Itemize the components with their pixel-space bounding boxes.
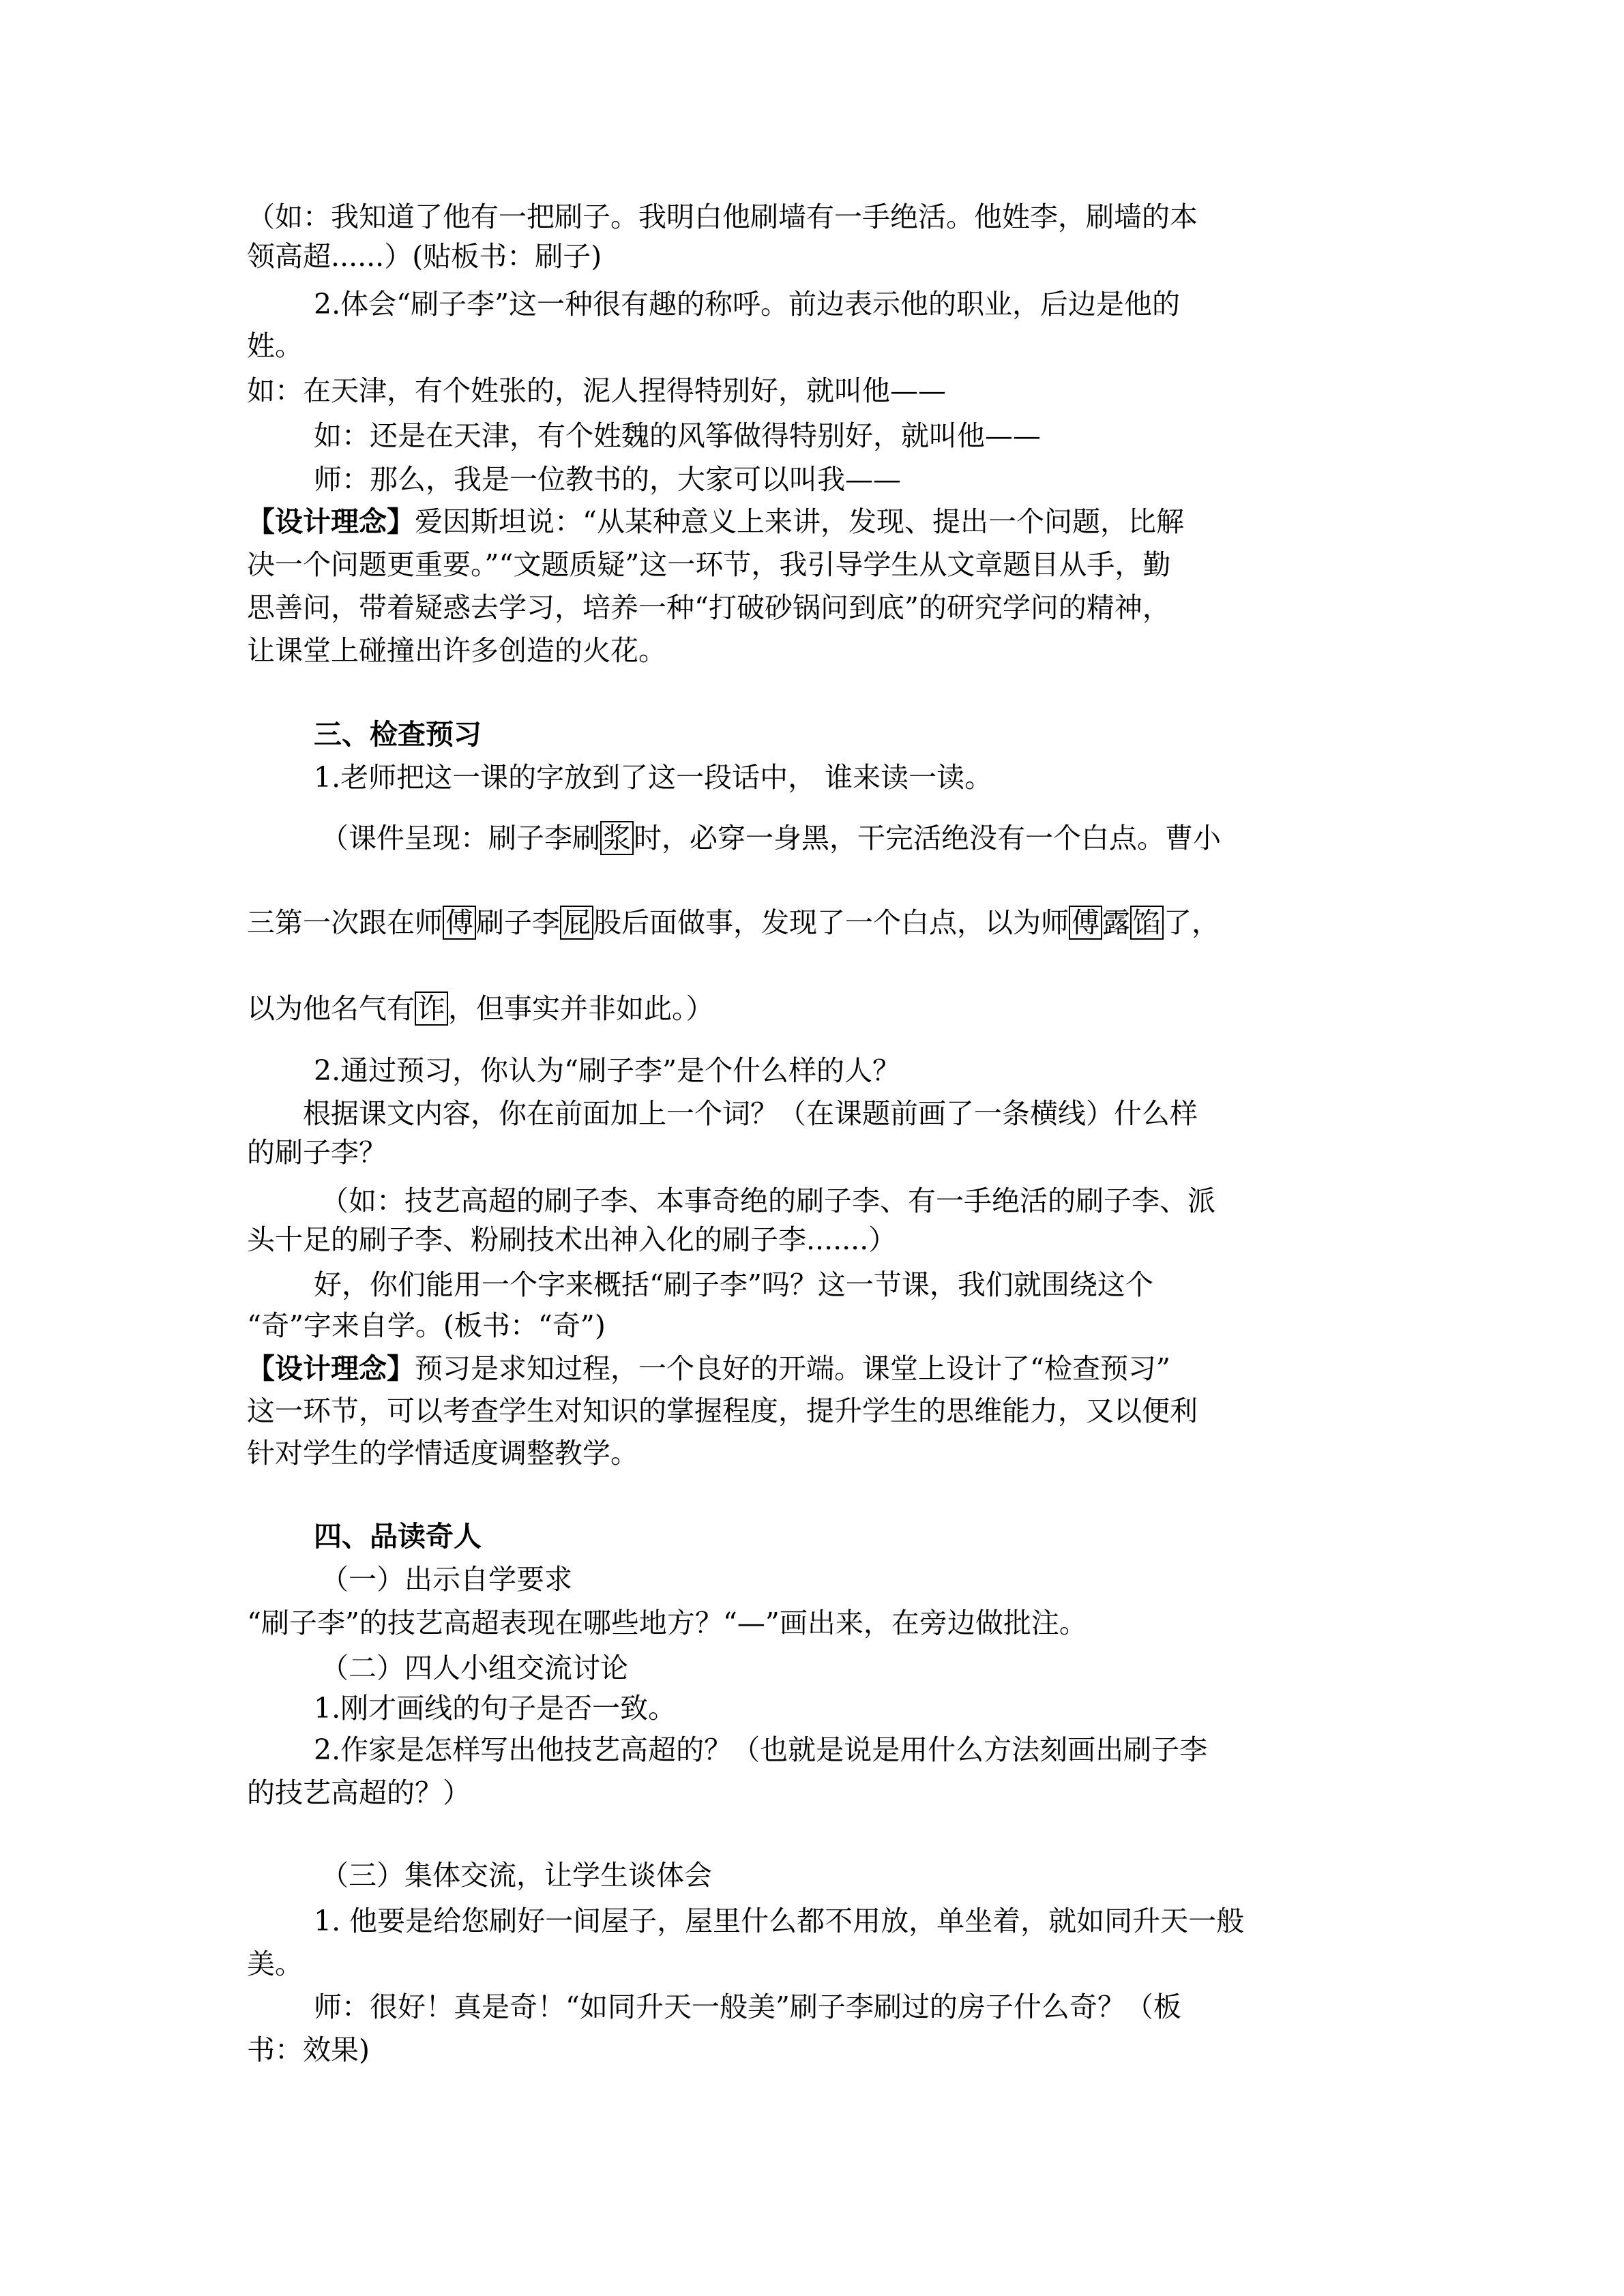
text-span: （课件呈现：刷子李刷 [321, 822, 600, 854]
text-span: 刷子李 [476, 906, 560, 939]
text-line: 的刷子李？ [247, 1136, 387, 1169]
boxed-character: 傅 [1069, 906, 1102, 940]
text-span: 露 [1102, 906, 1130, 939]
text-line: “奇”字来自学。(板书：“奇”) [247, 1309, 606, 1342]
text-line: 根据课文内容，你在前面加上一个词？（在课题前画了一条横线）什么样 [303, 1097, 1198, 1130]
text-line: 1.老师把这一课的字放到了这一段话中， 谁来读一读。 [314, 761, 993, 794]
boxed-character: 浆 [600, 821, 634, 855]
text-span: 股后面做事，发现了一个白点，以为师 [593, 906, 1069, 939]
text-line: （如：技艺高超的刷子李、本事奇绝的刷子李、有一手绝活的刷子李、派 [321, 1184, 1215, 1217]
text-line: 让课堂上碰撞出许多创造的火花。 [247, 634, 666, 667]
text-line: 书：效果) [247, 2033, 370, 2066]
text-line: 针对学生的学情适度调整教学。 [247, 1437, 638, 1470]
text-line: 领高超......）(贴板书：刷子) [247, 240, 602, 273]
section-heading-3: 三、检查预习 [314, 718, 482, 751]
text-line: 1.刚才画线的句子是否一致。 [314, 1692, 677, 1725]
boxed-character: 屁 [560, 906, 593, 940]
text-span: 了， [1164, 906, 1220, 939]
courseware-line-1 [321, 820, 1221, 856]
text-span: 三第一次跟在师 [247, 906, 443, 939]
text-line: 2.通过预习，你认为“刷子李”是个什么样的人？ [314, 1054, 901, 1087]
text-line: 思善问，带着疑惑去学习，培养一种“打破砂锅问到底”的研究学问的精神， [247, 591, 1170, 624]
text-line: （二）四人小组交流讨论 [321, 1652, 628, 1684]
design-concept-label: 【设计理念】 [247, 505, 415, 538]
text-line: 2.作家是怎样写出他技艺高超的？（也就是说是用什么方法刻画出刷子李 [314, 1733, 1208, 1766]
boxed-character: 傅 [443, 906, 476, 940]
text-line: 决一个问题更重要。”“文题质疑”这一环节，我引导学生从文章题目从手，勤 [247, 548, 1171, 581]
text-line: 1. 他要是给您刷好一间屋子，屋里什么都不用放，单坐着，就如同升天一般 [314, 1905, 1245, 1937]
design-concept-paragraph-1 [247, 504, 1184, 539]
text-line: （如：我知道了他有一把刷子。我明白他刷墙有一手绝活。他姓李，刷墙的本 [247, 200, 1198, 233]
text-line: “刷子李”的技艺高超表现在哪些地方？“—”画出来，在旁边做批注。 [247, 1607, 1087, 1639]
text-span: 以为他名气有 [247, 992, 415, 1025]
text-line: 的技艺高超的？） [247, 1776, 471, 1809]
text-line: 头十足的刷子李、粉刷技术出神入化的刷子李.......） [247, 1223, 897, 1256]
courseware-line-2 [247, 905, 1220, 940]
text-line: 好，你们能用一个字来概括“刷子李”吗？这一节课，我们就围绕这个 [314, 1268, 1153, 1301]
text-span: ，但事实并非如此。） [448, 992, 714, 1025]
text-line: 美。 [247, 1948, 303, 1980]
text-line: （一）出示自学要求 [321, 1563, 572, 1596]
text-line: 师：那么，我是一位教书的，大家可以叫我—— [314, 463, 901, 496]
text-line: 如：在天津，有个姓张的，泥人捏得特别好，就叫他—— [247, 374, 946, 407]
design-concept-label: 【设计理念】 [247, 1352, 415, 1385]
text-line: 这一环节，可以考查学生对知识的掌握程度，提升学生的思维能力，又以便利 [247, 1395, 1198, 1427]
boxed-character: 诈 [415, 992, 448, 1026]
text-span: 预习是求知过程，一个良好的开端。课堂上设计了“检查预习” [415, 1352, 1170, 1385]
courseware-line-3 [247, 991, 714, 1026]
text-line: 2.体会“刷子李”这一种很有趣的称呼。前边表示他的职业，后边是他的 [314, 288, 1181, 320]
text-span: 爱因斯坦说：“从某种意义上来讲，发现、提出一个问题，比解 [415, 505, 1184, 538]
text-line: 如：还是在天津，有个姓魏的风筝做得特别好，就叫他—— [314, 419, 1041, 452]
text-span: 时，必穿一身黑，干完活绝没有一个白点。曹小 [634, 822, 1221, 854]
design-concept-paragraph-2 [247, 1351, 1170, 1386]
text-line: 师：很好！真是奇！“如同升天一般美”刷子李刷过的房子什么奇？（板 [314, 1991, 1181, 2023]
section-heading-4: 四、品读奇人 [314, 1520, 482, 1553]
text-line: 姓。 [247, 329, 303, 362]
boxed-character: 馅 [1130, 906, 1164, 940]
text-line: （三）集体交流，让学生谈体会 [321, 1859, 712, 1892]
